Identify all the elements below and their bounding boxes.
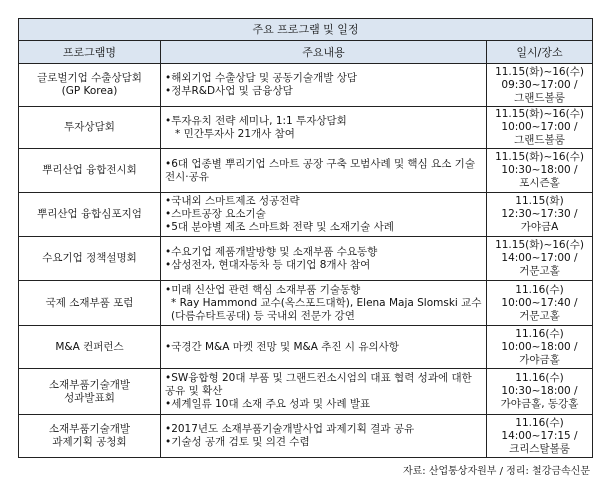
program-schedule-table [18,18,593,458]
schedule-time: 12:30~17:30 / [501,208,578,220]
schedule-date: 11.16(수) [515,283,564,296]
table-row [19,149,593,193]
schedule-venue: 그랜드볼룸 [514,91,565,104]
content-cell [161,193,487,237]
header-program: 프로그램명 [19,41,161,64]
content-cell [161,415,487,458]
schedule-venue: 포시즌홀 [519,177,560,189]
table-row [19,415,593,458]
content-line: •미래 신산업 관련 핵심 소재부품 기술동향 [165,283,361,296]
schedule-time: 10:30~18:00 / [501,164,578,176]
schedule-time: 10:30~18:00 / [501,385,578,397]
table-row [19,107,593,149]
schedule-venue: 가야금A [520,221,559,233]
content-cell [161,149,487,193]
schedule-time: 14:00~17:00 / [501,252,578,264]
schedule-date: 11.15(화)~16(수) [495,239,584,251]
table-row [19,237,593,281]
schedule-venue: 거문고홀 [519,309,560,322]
content-line: •스마트공장 요소기술 [165,208,266,220]
schedule-cell [487,281,593,326]
program-name-line: (GP Korea) [61,85,118,97]
schedule-time: 10:00~17:00 / [501,121,578,133]
table-row [19,64,593,107]
program-name-line: 수요기업 정책설명회 [42,252,137,264]
content-line: •정부R&D사업 및 금융상담 [165,85,293,97]
program-name-line: 성과발표회 [64,391,115,404]
schedule-time: 10:00~17:40 / [501,296,578,309]
schedule-cell [487,149,593,193]
program-name-line: 과제기획 공청회 [52,436,127,448]
content-line: •2017년도 소재부품기술개발사업 과제기획 결과 공유 [165,423,415,435]
content-line: •수요기업 제품개발방향 및 소재부품 수요동향 [165,245,378,258]
schedule-cell [487,415,593,458]
program-cell [19,237,161,281]
schedule-cell [487,326,593,369]
program-cell [19,281,161,326]
schedule-venue: 가야금홀 [519,353,560,366]
header-schedule: 일시/장소 [487,41,593,64]
program-cell [19,107,161,149]
content-note: * Ray Hammond 교수(옥스포드대학), Elena Maja Slomski 교수(다름슈타트공대) 등 국내외 전문가 강연 [171,296,482,322]
schedule-venue: 크리스탈볼룸 [509,442,570,455]
content-note: * 민간투자사 21개사 참여 [175,127,295,140]
schedule-venue: 거문고홀 [519,265,560,277]
schedule-time: 14:00~17:15 / [501,429,578,442]
schedule-venue: 가야금홀, 동강홀 [500,398,579,410]
content-line: •국내외 스마트제조 성공전략 [165,195,300,207]
content-cell [161,237,487,281]
program-name-line: 투자상담회 [64,121,115,133]
schedule-time: 09:30~17:00 / [501,78,578,91]
schedule-date: 11.15(화)~16(수) [495,65,584,78]
content-line: •삼성전자, 현대자동차 등 대기업 8개사 참여 [165,258,371,271]
table-row [19,369,593,415]
program-name-line: 글로벌기업 수출상담회 [37,72,142,84]
table-title-row [19,19,593,41]
content-line: •국경간 M&A 마켓 전망 및 M&A 추진 시 유의사항 [165,340,399,353]
program-cell [19,193,161,237]
program-cell [19,415,161,458]
source-credit: 자료: 산업통상자원부 / 정리: 철강금속신문 [402,466,590,477]
schedule-time: 10:00~18:00 / [501,340,578,353]
content-line: •세계일류 10대 소재 주요 성과 및 사례 발표 [165,398,371,410]
schedule-cell [487,107,593,149]
program-name-line: 국제 소재부품 포럼 [45,296,134,309]
content-line: •SW융합형 20대 부품 및 그랜드컨소시엄의 대표 협력 성과에 대한 공유 및 확산 [165,372,472,397]
program-cell [19,64,161,107]
content-line: •기술성 공개 검토 및 의견 수렴 [165,436,310,448]
table-title: 주요 프로그램 및 일정 [19,19,593,41]
program-cell [19,149,161,193]
content-line: •해외기업 수출상담 및 공동기술개발 상담 [165,72,357,84]
schedule-date: 11.16(수) [515,327,564,340]
program-name-line: 소재부품기술개발 [48,378,131,391]
schedule-cell [487,237,593,281]
table-row [19,193,593,237]
schedule-cell [487,369,593,415]
program-cell [19,369,161,415]
schedule-date: 11.15(화)~16(수) [495,151,584,163]
program-name-line: M&A 컨퍼런스 [55,340,124,353]
schedule-date: 11.15(화)~16(수) [495,108,584,120]
schedule-date: 11.16(수) [515,372,564,384]
schedule-table-container [18,18,592,477]
content-cell [161,64,487,107]
table-row [19,326,593,369]
content-cell [161,281,487,326]
content-line: •5대 분야별 제조 스마트화 전략 및 소재기술 사례 [165,221,394,233]
schedule-cell [487,64,593,107]
schedule-date: 11.15(화) [515,195,564,207]
program-name-line: 소재부품기술개발 [48,423,131,435]
content-cell [161,326,487,369]
program-cell [19,326,161,369]
table-row [19,281,593,326]
schedule-cell [487,193,593,237]
program-name-line: 뿌리산업 융합심포지엄 [37,208,142,220]
content-line: •투자유치 전략 세미나, 1:1 투자상담회 [165,114,347,127]
schedule-date: 11.16(수) [515,416,564,429]
program-name-line: 뿌리산업 융합전시회 [42,164,137,176]
schedule-venue: 그랜드볼룸 [514,134,565,146]
header-content: 주요내용 [161,41,487,64]
content-line: •6대 업종별 뿌리기업 스마트 공장 구축 모범사례 및 핵심 요소 기술 전시·공유 [165,157,475,183]
table-header-row [19,41,593,64]
content-cell [161,369,487,415]
content-cell [161,107,487,149]
